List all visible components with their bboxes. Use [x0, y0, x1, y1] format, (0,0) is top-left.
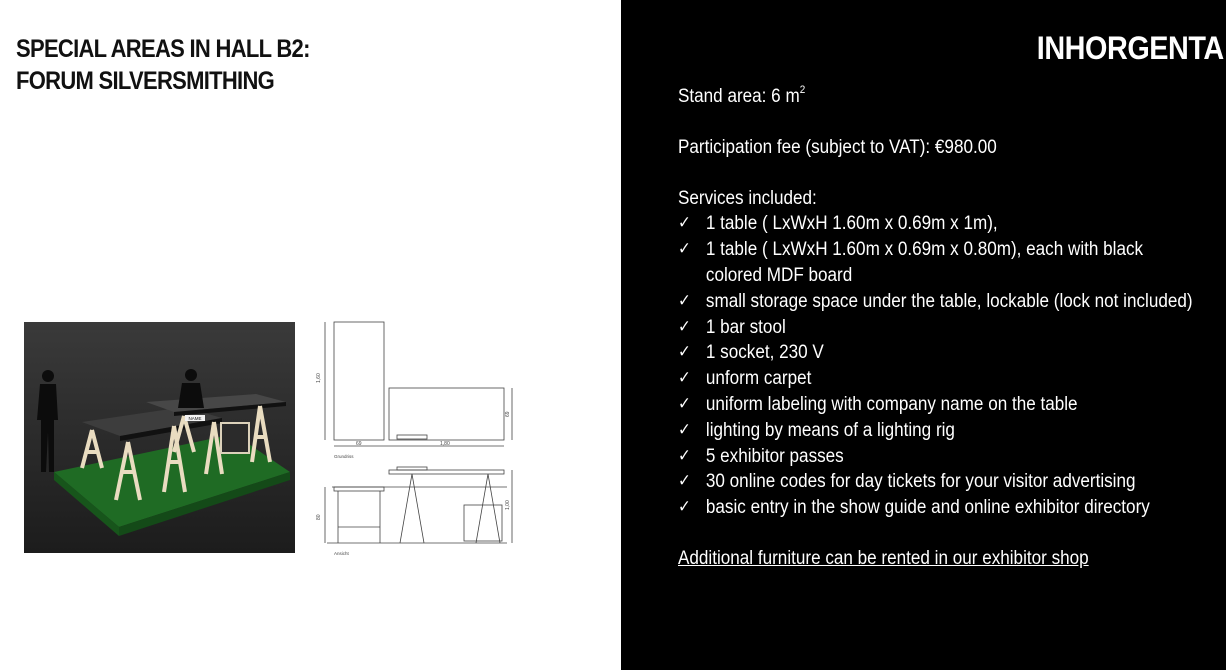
- service-item: ✓ unform carpet: [678, 366, 1196, 392]
- exhibitor-shop-link[interactable]: Additional furniture can be rented in our exhibitor shop: [678, 547, 1089, 569]
- dim-69-width: 69: [356, 441, 362, 447]
- services-heading: Services included:: [678, 187, 817, 209]
- check-icon: ✓: [678, 419, 691, 440]
- check-icon: ✓: [678, 445, 691, 466]
- service-item: ✓ 1 bar stool: [678, 315, 1196, 341]
- right-panel: [621, 0, 1226, 670]
- plan-label: Grundriss: [334, 454, 354, 459]
- service-item: ✓ small storage space under the table, lockable (lock not included): [678, 289, 1196, 315]
- service-item: ✓ basic entry in the show guide and online exhibitor directory: [678, 495, 1196, 521]
- service-item: ✓ 1 table ( LxWxH 1.60m x 0.69m x 0.80m), each with black colored MDF board: [678, 239, 1144, 286]
- dim-80: 80: [316, 514, 322, 520]
- check-icon: ✓: [678, 471, 691, 492]
- brand-logo: INHORGENTA: [1037, 30, 1224, 66]
- title-line-2: FORUM SILVERSMITHING: [16, 67, 275, 95]
- check-icon: ✓: [678, 368, 691, 389]
- render-sign-label: NAME: [188, 416, 202, 421]
- stand-area-unit-sup: 2: [799, 83, 806, 96]
- check-icon: ✓: [678, 393, 691, 414]
- check-icon: ✓: [678, 342, 691, 363]
- participation-fee: Participation fee (subject to VAT): €980.00: [678, 136, 997, 158]
- service-item: ✓ 30 online codes for day tickets for your visitor advertising: [678, 469, 1196, 495]
- stand-area-label: Stand area:: [678, 86, 767, 107]
- check-icon: ✓: [678, 316, 691, 337]
- service-item: ✓ 5 exhibitor passes: [678, 444, 1196, 470]
- service-item: ✓ 1 table ( LxWxH 1.60m x 0.69m x 1m),: [678, 211, 1196, 237]
- title-line-1: SPECIAL AREAS IN HALL B2:: [16, 35, 310, 63]
- check-icon: ✓: [678, 497, 691, 518]
- stand-area: [678, 84, 1196, 110]
- stand-render-image: [24, 322, 295, 553]
- dim-180: 1,80: [440, 441, 450, 447]
- info-content: [678, 84, 1198, 572]
- check-icon: ✓: [678, 290, 691, 311]
- elevation-label: Ansicht: [334, 551, 349, 556]
- stand-area-value: 6 m: [771, 86, 800, 107]
- check-icon: ✓: [678, 239, 691, 260]
- dim-160: 1,60: [316, 373, 322, 383]
- service-item: ✓ 1 socket, 230 V: [678, 340, 1196, 366]
- services-list: [678, 211, 1196, 521]
- page-title: [16, 33, 310, 97]
- check-icon: ✓: [678, 213, 691, 234]
- service-item: ✓ uniform labeling with company name on the table: [678, 392, 1196, 418]
- dim-69-depth: 69: [505, 411, 511, 417]
- service-item: ✓ lighting by means of a lighting rig: [678, 418, 1196, 444]
- technical-drawing: [312, 315, 522, 565]
- dim-100: 1,00: [505, 500, 511, 510]
